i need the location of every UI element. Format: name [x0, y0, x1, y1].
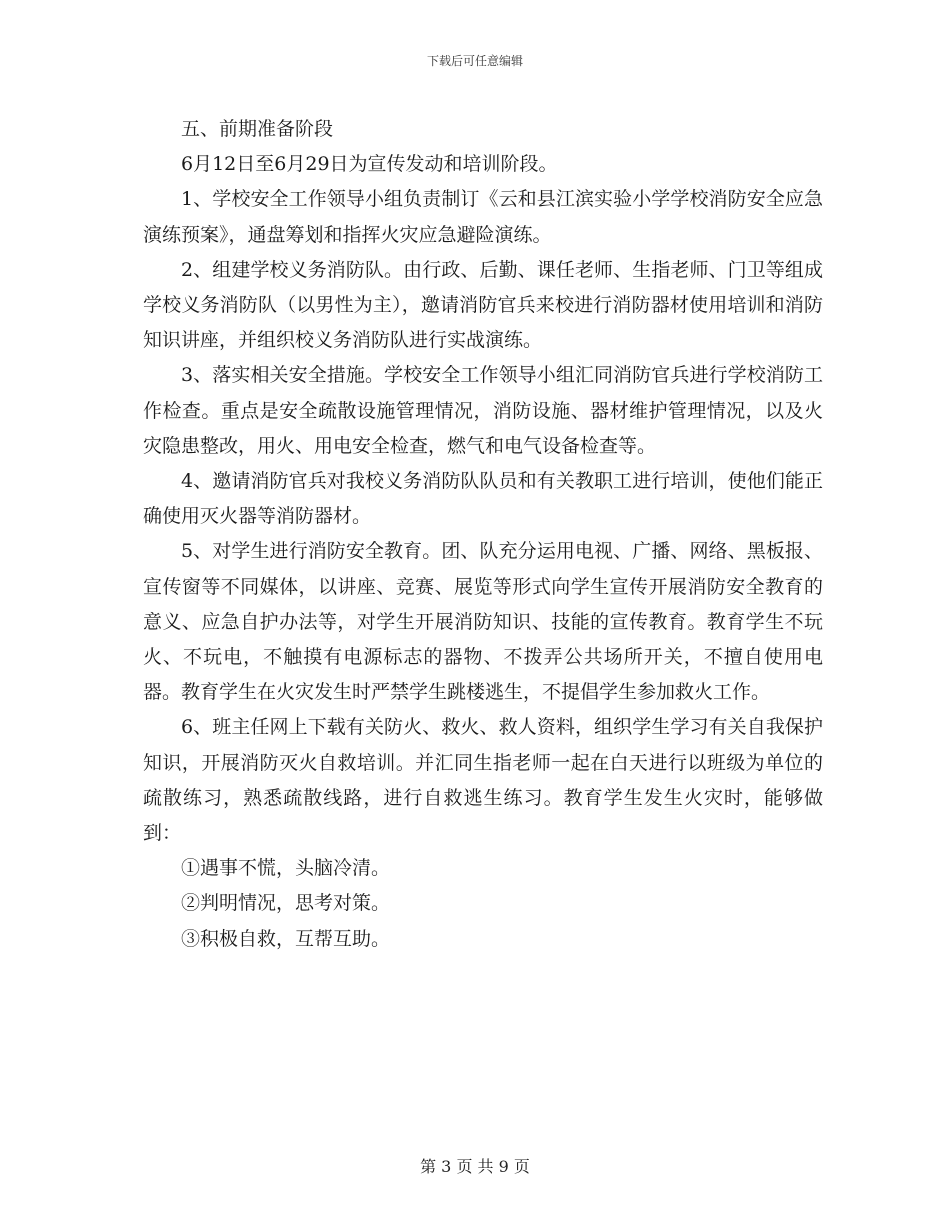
paragraph: 3、落实相关安全措施。学校安全工作领导小组汇同消防官兵进行学校消防工作检查。重点是安全疏散设施管理情况，消防设施、器材维护管理情况，以及火灾隐患整改，用火、用电安全检查，燃气和电气设备检查等。: [143, 364, 823, 457]
paragraph: 2、组建学校义务消防队。由行政、后勤、课任老师、生指老师、门卫等组成学校义务消防队（以男性为主），邀请消防官兵来校进行消防器材使用培训和消防知识讲座，并组织校义务消防队进行实战演练。: [143, 258, 823, 352]
list-item: ①遇事不慌，头脑冷清。: [181, 857, 391, 880]
paragraph: 6、班主任网上下载有关防火、救火、救人资料，组织学生学习有关自我保护知识，开展消防灭火自救培训。并汇同生指老师一起在白天进行以班级为单位的疏散练习，熟悉疏散线路，进行自救逃生练习。教育学生发生火灾时，能够做到：: [143, 716, 823, 845]
paragraph: 4、邀请消防官兵对我校义务消防队队员和有关教职工进行培训，使他们能正确使用灭火器等消防器材。: [143, 470, 823, 528]
list-item: ③积极自救，互帮互助。: [181, 927, 391, 950]
page-header: 下载后可任意编辑: [426, 54, 523, 68]
paragraph: 6月12日至6月29日为宣传发动和培训阶段。: [181, 153, 558, 176]
list-item: ②判明情况，思考对策。: [181, 892, 391, 915]
page-number: 第 3 页 共 9 页: [420, 1157, 530, 1176]
document-body: [143, 112, 823, 957]
section-heading: 五、前期准备阶段: [181, 118, 334, 140]
paragraph: 1、学校安全工作领导小组负责制订《云和县江滨实验小学学校消防安全应急演练预案》，通盘筹划和指挥火灾应急避险演练。: [143, 188, 823, 246]
paragraph: 5、对学生进行消防安全教育。团、队充分运用电视、广播、网络、黑板报、宣传窗等不同媒体，以讲座、竞赛、展览等形式向学生宣传开展消防安全教育的意义、应急自护办法等，对学生开展消防知识、技能的宣传教育。教育学生不玩火、不玩电，不触摸有电源标志的器物、不拨弄公共场所开关，不擅自使用电器。教育学生在火灾发生时严禁学生跳楼逃生，不提倡学生参加救火工作。: [143, 540, 823, 704]
